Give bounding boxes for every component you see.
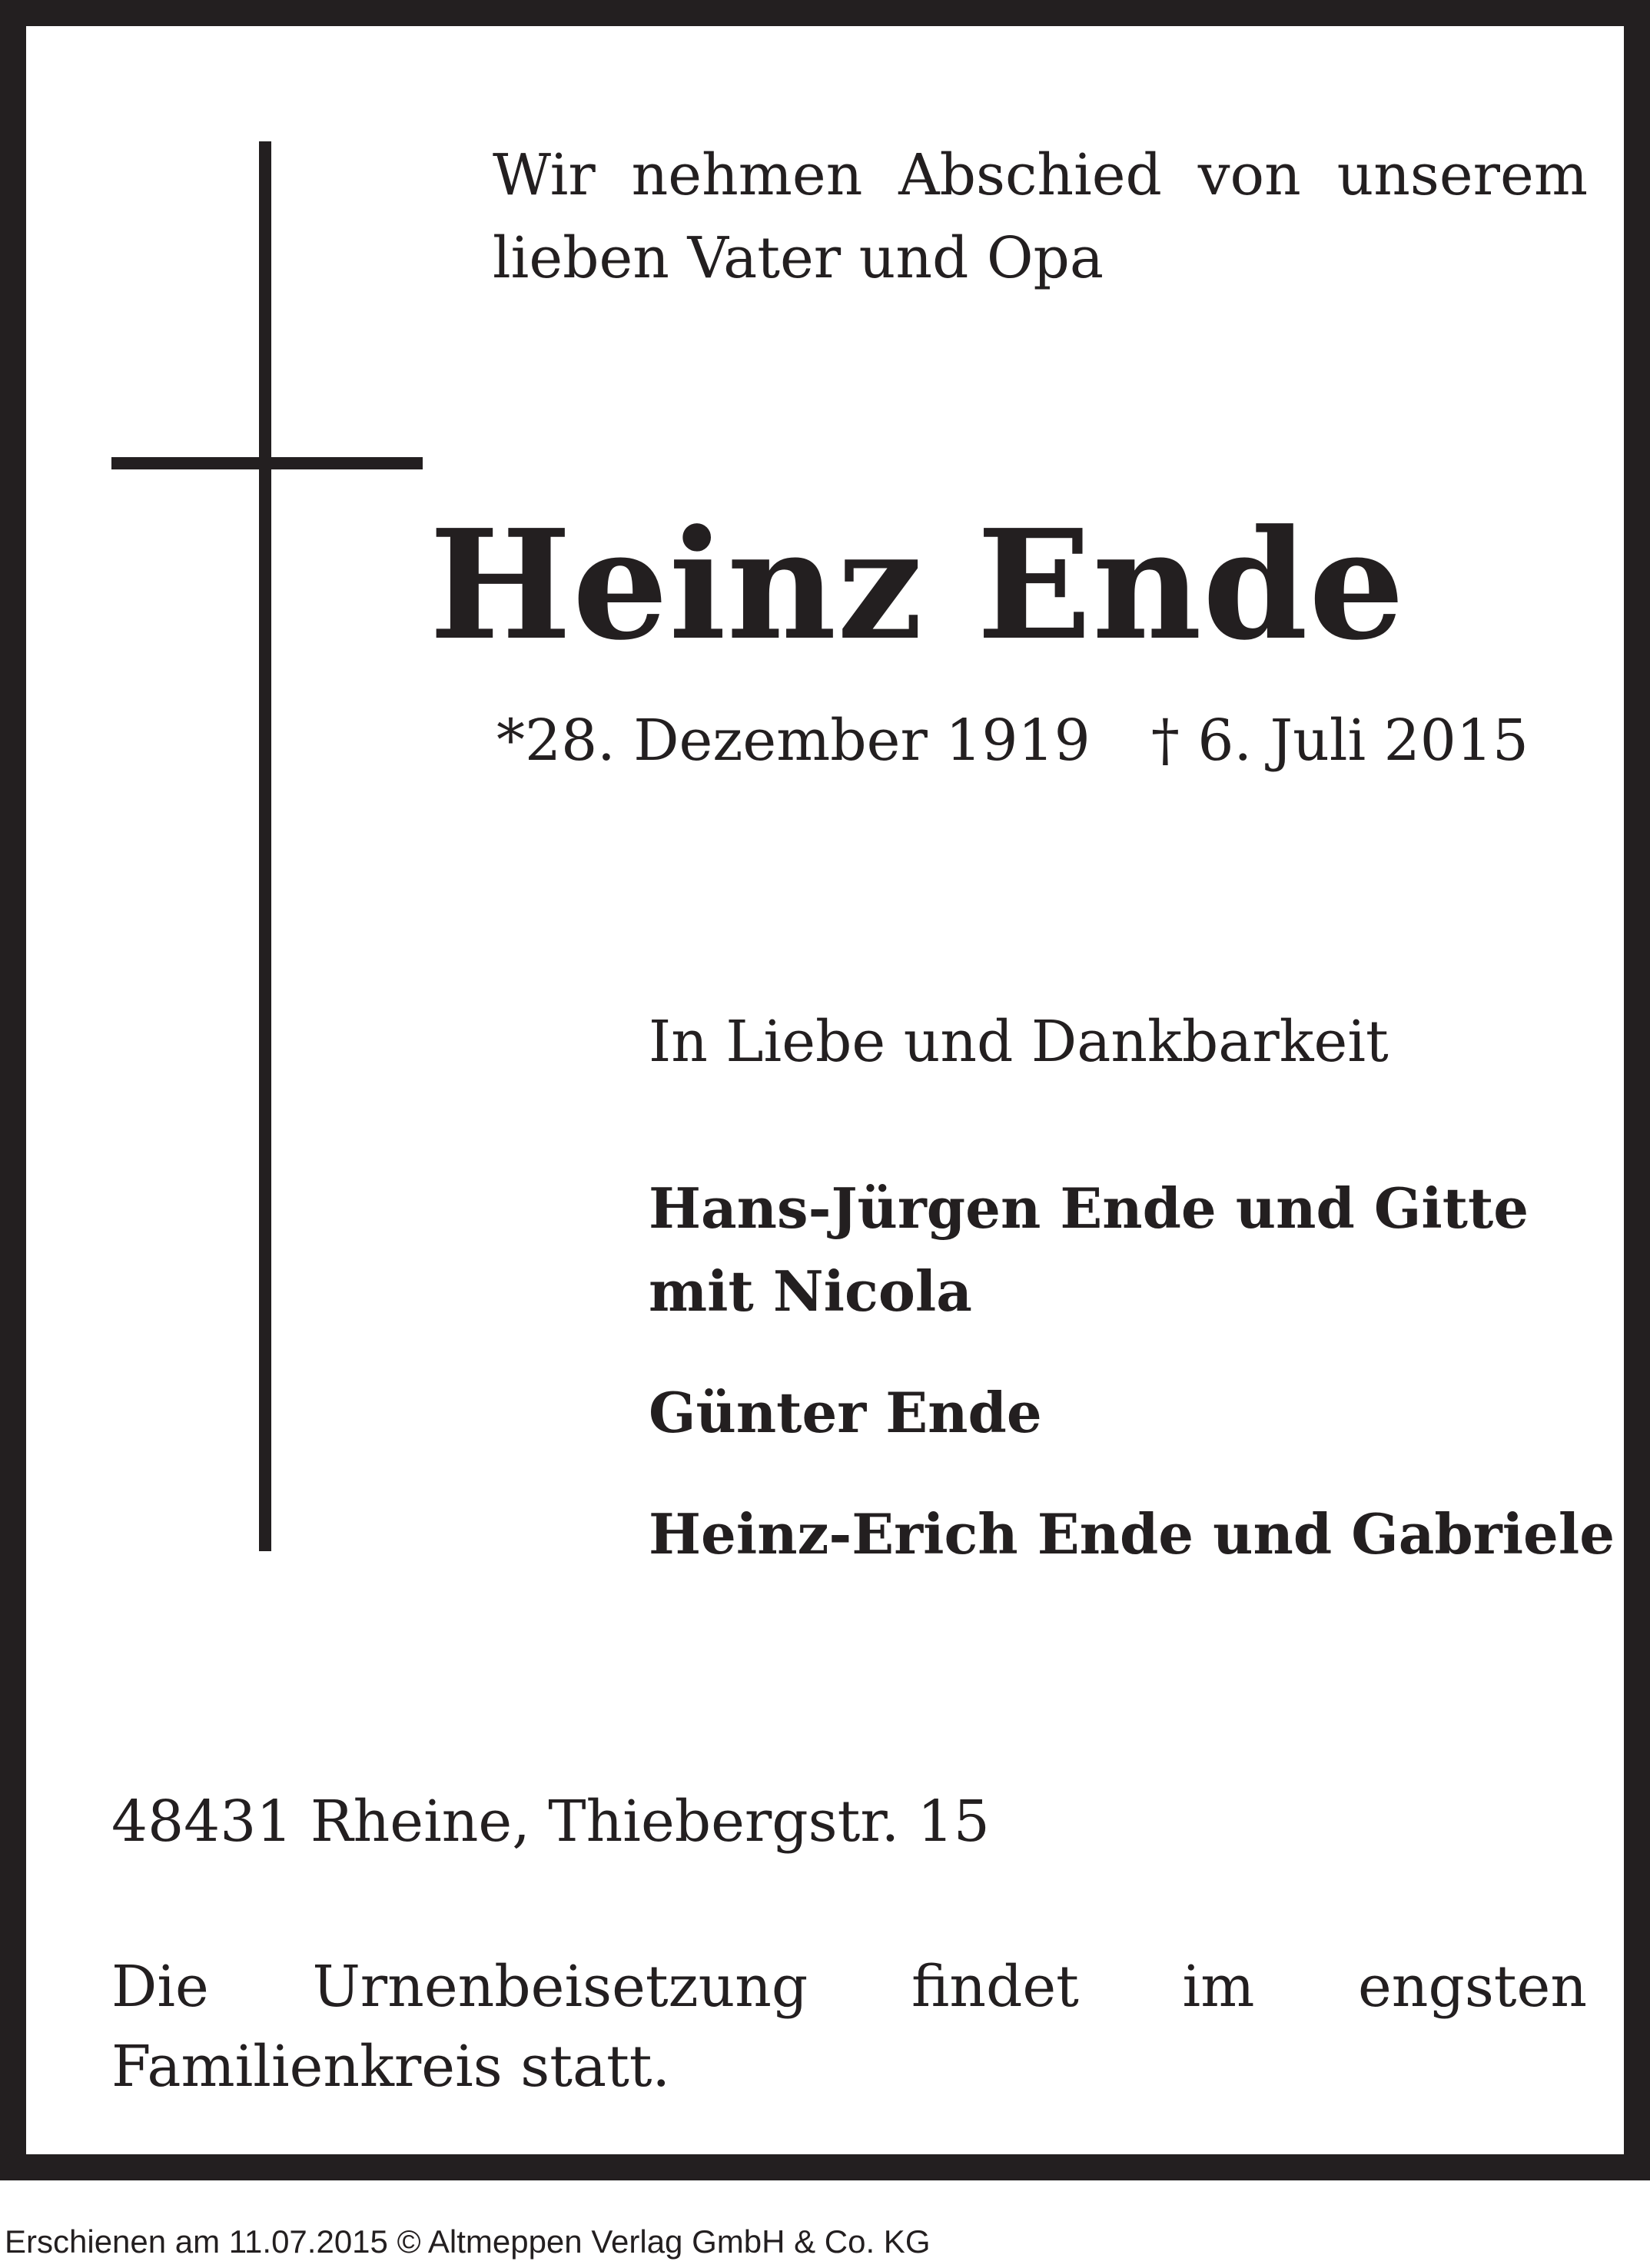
mourner-line: Günter Ende — [649, 1380, 1042, 1445]
cross-icon-horizontal-bar — [111, 457, 423, 469]
family-address: 48431 Rheine, Thiebergstr. 15 — [111, 1789, 990, 1855]
mourner-line: Hans-Jürgen Ende und Gitte — [649, 1175, 1529, 1241]
cross-icon-vertical-bar — [259, 141, 271, 1551]
mourners-list — [649, 1167, 1615, 1576]
closing-phrase: In Liebe und Dankbarkeit — [649, 1009, 1389, 1075]
deceased-name: Heinz Ende — [429, 497, 1406, 674]
burial-note: Die Urnenbeisetzung findet im engsten Familienkreis statt. — [111, 1954, 1587, 2100]
mourner-line: Heinz-Erich Ende und Gabriele — [649, 1501, 1615, 1567]
death-date: † 6. Juli 2015 — [1150, 708, 1529, 774]
mourner-line: mit Nicola — [649, 1258, 972, 1324]
publication-footer: Erschienen am 11.07.2015 © Altmeppen Verlag GmbH & Co. KG — [5, 2223, 931, 2260]
farewell-intro-text: Wir nehmen Abschied von unserem lieben Vater und Opa — [493, 142, 1588, 291]
birth-date: *28. Dezember 1919 — [496, 708, 1091, 774]
